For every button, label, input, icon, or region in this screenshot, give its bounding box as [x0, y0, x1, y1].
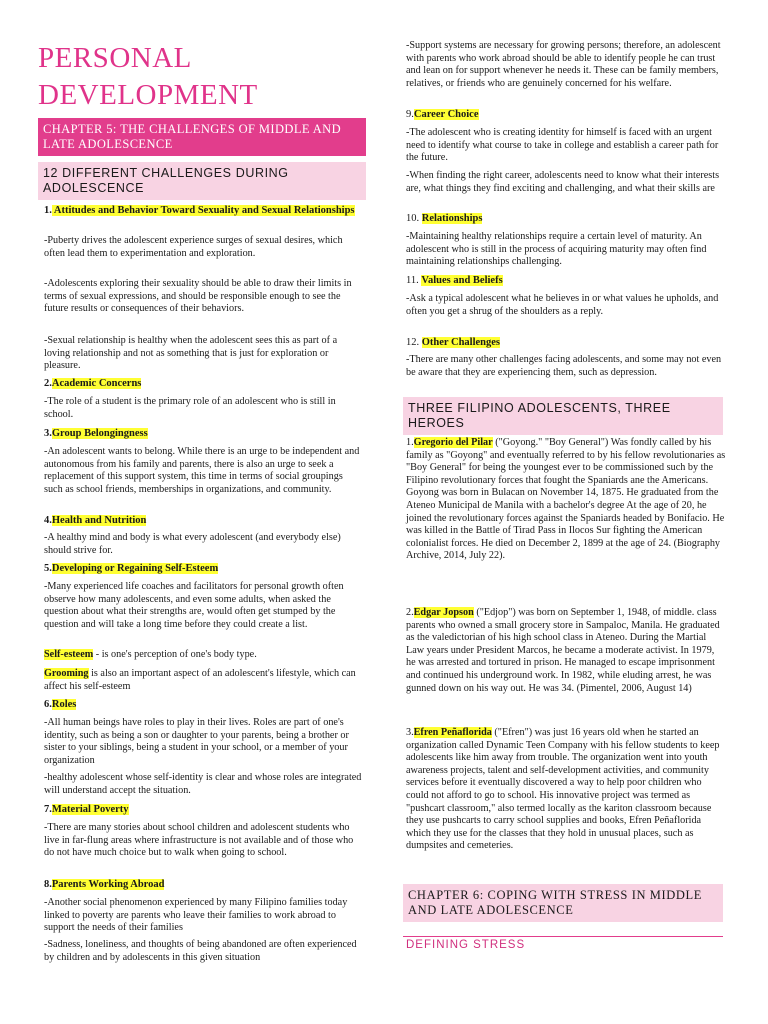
hero-1-paragraph: 1.Gregorio del Pilar ("Goyong." "Boy General") Was fondly called by his family as "Goyong" and eventually referred to by his fellow revolutionaries as "Boy General" for being the youngest ever to be commissioned such by the Filipino revolutionary forces that fought the Spaniards ane the Americans. Goyong was born in Bulacan on November 14, 1875. He graduated from the Ateneo Municipal de Manila with a bachelor's degree At the age of 20, he joined the revolutionary forces against the Spaniards headed by Bonifacio. He was killed in the Battle of Tirad Pass in Ilocos Sur fighting the American colonialist forces. He died on December 2, 1899 at the age of 24. (Biography Archive, 2014, July 22).: [406, 437, 726, 562]
challenge-4-paragraph: -A healthy mind and body is what every adolescent (and everybody else) should strive for.: [44, 532, 341, 556]
challenges-heading: 12 DIFFERENT CHALLENGES DURING ADOLESCENCE: [38, 162, 366, 200]
challenge-3-paragraph: -An adolescent wants to belong. While there is an urge to be independent and autonomous from his family and parents, there is also an urge to seek a replacement of this support system, this time in terms of social groupings such as school friends, memberships in organizations, and community.: [44, 446, 360, 495]
challenge-5-paragraph: -Many experienced life coaches and facilitators for personal growth often observe how many adolescents, and even some adults, when asked the question about what their strengths are, would often get stumped by the question and will take a long time before they could create a list.: [44, 581, 344, 630]
hero-name-highlight: Efren Peñaflorida: [413, 727, 492, 738]
hero-name-highlight: Edgar Jopson: [413, 607, 474, 618]
challenge-3-title: 3.Group Belongingness: [44, 428, 148, 439]
challenge-12-title: 12. Other Challenges: [406, 337, 501, 348]
challenge-7-paragraph: -There are many stories about school children and adolescent students who live in far-flung areas where infrastructure is not available and of those who do not have much choice but to walk when going to school.: [44, 822, 354, 859]
challenge-4-title: 4.Health and Nutrition: [44, 515, 147, 526]
page-title: PERSONAL DEVELOPMENT: [38, 42, 258, 111]
challenge-11-paragraph: -Ask a typical adolescent what he believes in or what values he upholds, and often you get a shrug of the shoulders as a reply.: [406, 293, 719, 317]
challenge-9-paragraph-2: -When finding the right career, adolescents need to know what their interests are, what things they find exciting and challenging, and what their skills are: [406, 170, 720, 194]
hero-3-paragraph: 3.Efren Peñaflorida ("Efren") was just 16 years old when he started an organization called Dynamic Teen Company with his fellow students to keep adolescents like him away from trouble. The organization went into youth awareness projects, talent and self-development activities, and community services before it eventually discovered a way to help poor children who could not afford to go to school. His innovative project was termed as "pushcart classroom," also termed locally as the kariton classroom because they use pushcarts to carry school supplies and books, Efren Peñaflorida which they use for the classes that they hold in unusual places, such as dumpsites and cemeteries.: [406, 727, 720, 852]
challenge-10-paragraph: -Maintaining healthy relationships require a certain level of maturity. An adolescent who is still in the process of acquiring maturity may often find maintaining relationships challenging.: [406, 231, 707, 268]
hero-2-paragraph: 2.Edgar Jopson ("Edjop") was born on September 1, 1948, of middle. class parents who owned a small grocery store in Sampaloc, Manila. He graduated as the valedictorian of his high school class in Ateneo. During the Martial Law years under President Marcos, he became a moderate activist. In 1979, he was arrested and tortured in prison. He managed to escape imprisonment and continued his underground work. In 1982, while eluding arrest, he was gunned down on his way out. He was 34. (Pimentel, 2006, August 14): [406, 607, 720, 694]
challenge-8-paragraph-2: -Sadness, loneliness, and thoughts of being abandoned are often experienced by children and by adolescents in this given situation: [44, 939, 357, 963]
challenge-9-paragraph-1: -The adolescent who is creating identity for himself is faced with an urgent need to identify what course to take in college and establish a career path for the future.: [406, 127, 719, 164]
challenge-5-title: 5.Developing or Regaining Self-Esteem: [44, 563, 219, 574]
challenge-2-title: 2.Academic Concerns: [44, 378, 142, 389]
challenge-number: 1.: [44, 205, 52, 216]
challenge-7-title: 7.Material Poverty: [44, 804, 129, 815]
term-highlight: Self-esteem: [44, 649, 94, 660]
defining-stress-heading: DEFINING STRESS: [406, 939, 526, 951]
challenge-6-paragraph-1: -All human beings have roles to play in their lives. Roles are part of one's identity, such as being a son or daughter to your parents, being a brother or sister to your siblings, being a student in your school, or a member of your organization: [44, 717, 349, 766]
challenge-12-paragraph: -There are many other challenges facing adolescents, and some may not even be aware that they are experiencing them, such as depression.: [406, 354, 722, 378]
support-systems-paragraph: -Support systems are necessary for growing persons; therefore, an adolescent with parents who work abroad should be able to identify people he can trust and lean on for support whenever he needs it. These can be family members, relatives, or friends who are genuinely concerned for his welfare.: [406, 40, 721, 89]
grooming-definition: Grooming is also an important aspect of an adolescent's lifestyle, which can affect his self-esteem: [44, 668, 356, 692]
heroes-heading: THREE FILIPINO ADOLESCENTS, THREE HEROES: [403, 397, 723, 435]
challenge-2-paragraph: -The role of a student is the primary role of an adolescent who is still in school.: [44, 396, 336, 420]
section-divider: [403, 936, 723, 937]
challenge-6-title: 6.Roles: [44, 699, 77, 710]
hero-name-highlight: Gregorio del Pilar: [413, 437, 493, 448]
self-esteem-definition: Self-esteem - is one's perception of one's body type.: [44, 649, 257, 660]
challenge-6-paragraph-2: -healthy adolescent whose self-identity is clear and whose roles are integrated will understand accept the situation.: [44, 772, 362, 796]
challenge-1-paragraph-1: -Puberty drives the adolescent experience surges of sexual desires, which often lead them to experimentation and exploration.: [44, 235, 343, 259]
challenge-9-title: 9.Career Choice: [406, 109, 479, 120]
challenge-title-highlight: Attitudes and Behavior Toward Sexuality and Sexual Relationships: [51, 205, 355, 216]
challenge-1-title: [44, 204, 364, 217]
challenge-8-title: 8.Parents Working Abroad: [44, 879, 165, 890]
challenge-1-paragraph-3: -Sexual relationship is healthy when the adolescent sees this as part of a loving relationship and not as something that is just for exploration or pleasure.: [44, 335, 338, 372]
challenge-8-paragraph-1: -Another social phenomenon experienced by many Filipino families today linked to poverty are parents who leave their families to work abroad to support the needs of their families: [44, 897, 348, 934]
challenge-11-title: 11. Values and Beliefs: [406, 275, 503, 286]
term-highlight: Grooming: [44, 668, 89, 679]
challenge-1-paragraph-2: -Adolescents exploring their sexuality should be able to draw their limits in terms of sexual expressions, and should be responsible enough to see the future results or consequences of their behaviors.: [44, 278, 352, 315]
chapter-5-heading: CHAPTER 5: THE CHALLENGES OF MIDDLE AND LATE ADOLESCENCE: [38, 118, 366, 156]
chapter-6-heading: CHAPTER 6: COPING WITH STRESS IN MIDDLE AND LATE ADOLESCENCE: [403, 884, 723, 922]
challenge-10-title: 10. Relationships: [406, 213, 483, 224]
